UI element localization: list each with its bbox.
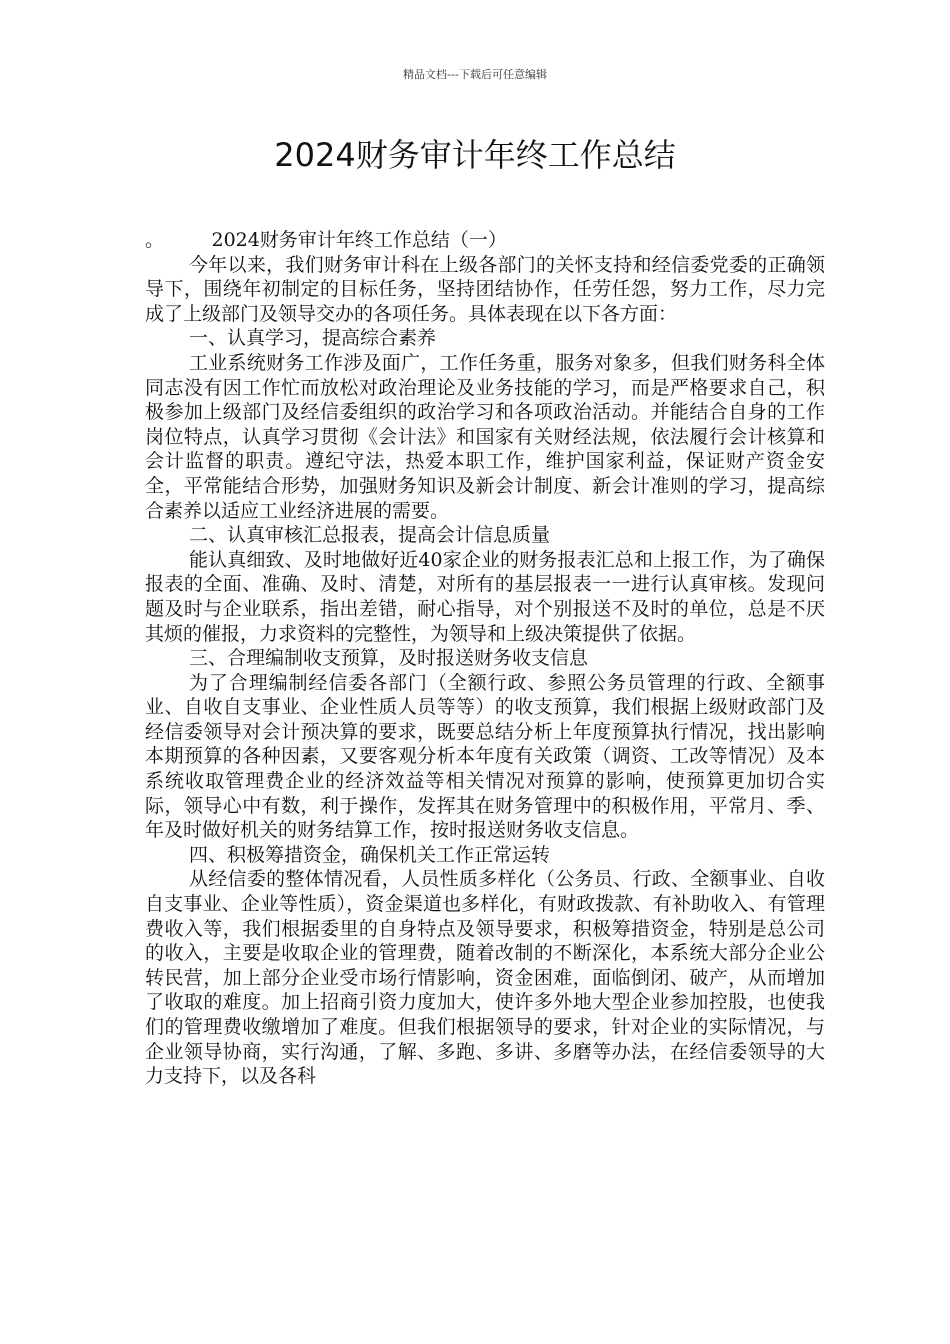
header-note: 精品文档---下载后可任意编辑 [403, 68, 547, 81]
section-heading: 二、认真审核汇总报表，提高会计信息质量 [189, 524, 551, 547]
paragraph-list [145, 253, 825, 1089]
paragraph: 从经信委的整体情况看，人员性质多样化（公务员、行政、全额事业、自收自支事业、企业等性质），资金渠道也多样化，有财政拨款、有补助收入、有管理费收入等，我们根据委里的自身特点及领导要求，积极筹措资金，特别是总公司的收入，主要是收取企业的管理费，随着改制的不断深化，本系统大部分企业公转民营，加上部分企业受市场行情影响，资金困难，面临倒闭、破产，从而增加了收取的难度。加上招商引资力度加大，使许多外地大型企业参加控股，也使我们的管理费收缴增加了难度。但我们根据领导的要求，针对企业的实际情况，与企业领导协商，实行沟通，了解、多跑、多讲、多磨等办法，在经信委领导的大力支持下，以及各科 [145, 868, 825, 1088]
document-title: 2024财务审计年终工作总结 [274, 136, 676, 174]
paragraph: 工业系统财务工作涉及面广，工作任务重，服务对象多，但我们财务科全体同志没有因工作忙而放松对政治理论及业务技能的学习，而是严格要求自己，积极参加上级部门及经信委组织的政治学习和各项政治活动。并能结合自身的工作岗位特点，认真学习贯彻《会计法》和国家有关财经法规，依法履行会计核算和会计监督的职责。遵纪守法，热爱本职工作，维护国家利益，保证财产资金安全，平常能结合形势，加强财务知识及新会计制度、新会计准则的学习，提高综合素养以适应工业经济进展的需要。 [145, 351, 825, 522]
document-body [145, 228, 825, 1089]
paragraph: 今年以来，我们财务审计科在上级各部门的关怀支持和经信委党委的正确领导下，围绕年初制定的目标任务，坚持团结协作，任劳任怨，努力工作，尽力完成了上级部门及领导交办的各项任务。具体表现在以下各方面： [145, 253, 825, 325]
document-subtitle: 。 2024财务审计年终工作总结（一） [145, 229, 507, 251]
section-heading: 一、认真学习，提高综合素养 [189, 327, 437, 350]
paragraph: 为了合理编制经信委各部门（全额行政、参照公务员管理的行政、全额事业、自收自支事业、企业性质人员等等）的收支预算，我们根据上级财政部门及经信委领导对会计预决算的要求，既要总结分析上年度预算执行情况，找出影响本期预算的各种因素，又要客观分析本年度有关政策（调资、工改等情况）及本系统收取管理费企业的经济效益等相关情况对预算的影响，使预算更加切合实际，领导心中有数，利于操作，发挥其在财务管理中的积极作用，平常月、季、年及时做好机关的财务结算工作，按时报送财务收支信息。 [145, 671, 825, 842]
section-heading: 三、合理编制收支预算，及时报送财务收支信息 [189, 647, 589, 670]
section-heading: 四、积极筹措资金，确保机关工作正常运转 [189, 843, 551, 866]
paragraph: 能认真细致、及时地做好近40家企业的财务报表汇总和上报工作，为了确保报表的全面、准确、及时、清楚，对所有的基层报表一一进行认真审核。发现问题及时与企业联系，指出差错，耐心指导，对个别报送不及时的单位，总是不厌其烦的催报，力求资料的完整性，为领导和上级决策提供了依据。 [145, 548, 825, 645]
